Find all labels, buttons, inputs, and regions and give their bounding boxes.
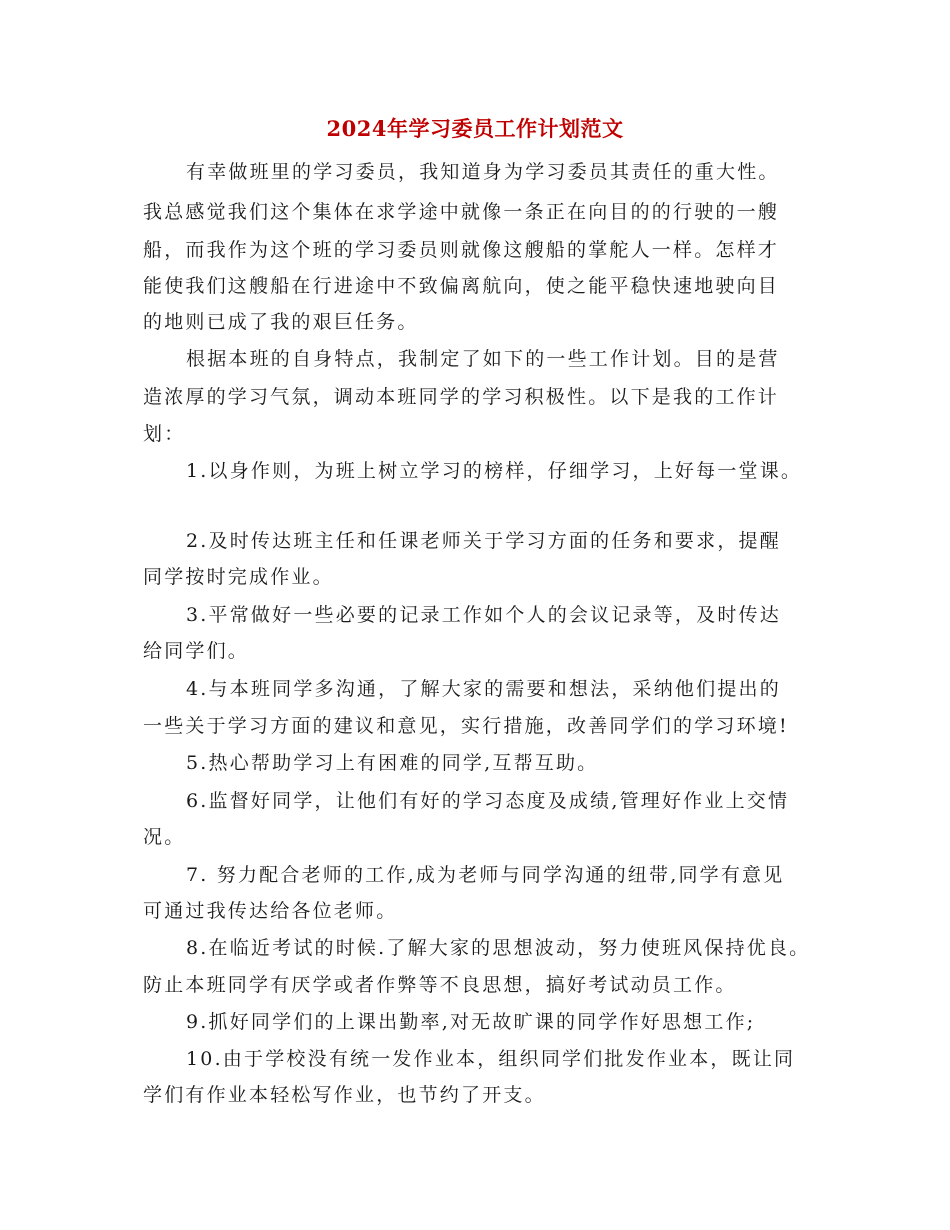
list-item-line: 3.平常做好一些必要的记录工作如个人的会议记录等，及时传达 <box>186 604 781 626</box>
paragraph-line: 船，而我作为这个班的学习委员则就像这艘船的掌舵人一样。怎样才 <box>143 239 780 261</box>
document-title: 2024年学习委员工作计划范文 <box>326 116 624 141</box>
paragraph-line: 的地则已成了我的艰巨任务。 <box>143 311 419 333</box>
list-item-line: 6.监督好同学，让他们有好的学习态度及成绩,管理好作业上交情 <box>186 790 790 812</box>
list-item-line: 7. 努力配合老师的工作,成为老师与同学沟通的纽带,同学有意见 <box>186 864 785 886</box>
list-item-line: 4.与本班同学多沟通，了解大家的需要和想法，采纳他们提出的 <box>186 678 781 700</box>
list-item-line: 8.在临近考试的时候.了解大家的思想波动，努力使班风保持优良。 <box>186 937 811 959</box>
list-item-line: 给同学们。 <box>143 640 250 662</box>
paragraph-line: 划： <box>143 423 186 445</box>
list-item-line: 一些关于学习方面的建议和意见，实行措施，改善同学们的学习环境! <box>143 715 789 737</box>
list-item-line: 10.由于学校没有统一发作业本，组织同学们批发作业本，既让同 <box>186 1048 796 1070</box>
list-item-line: 可通过我传达给各位老师。 <box>143 900 398 922</box>
paragraph-line: 我总感觉我们这个集体在求学途中就像一条正在向目的的行驶的一艘 <box>143 201 780 223</box>
paragraph-line: 造浓厚的学习气氛，调动本班同学的学习积极性。以下是我的工作计 <box>143 386 780 408</box>
list-item-line: 1.以身作则，为班上树立学习的榜样，仔细学习，上好每一堂课。 <box>186 460 803 482</box>
list-item-line: 况。 <box>143 826 186 848</box>
list-item-line: 5.热心帮助学习上有困难的同学,互帮互助。 <box>186 752 599 774</box>
paragraph-line: 能使我们这艘船在行进途中不致偏离航向，使之能平稳快速地驶向目 <box>143 275 780 297</box>
list-item-line: 同学按时完成作业。 <box>143 566 334 588</box>
list-item-line: 学们有作业本轻松写作业，也节约了开支。 <box>143 1084 546 1106</box>
paragraph-line: 有幸做班里的学习委员，我知道身为学习委员其责任的重大性。 <box>186 161 780 183</box>
list-item-line: 9.抓好同学们的上课出勤率,对无故旷课的同学作好思想工作; <box>186 1011 756 1033</box>
list-item-line: 2.及时传达班主任和任课老师关于学习方面的任务和要求，提醒 <box>186 530 781 552</box>
paragraph-line: 根据本班的自身特点，我制定了如下的一些工作计划。目的是营 <box>186 348 780 370</box>
list-item-line: 防止本班同学有厌学或者作弊等不良思想，搞好考试动员工作。 <box>143 974 737 996</box>
